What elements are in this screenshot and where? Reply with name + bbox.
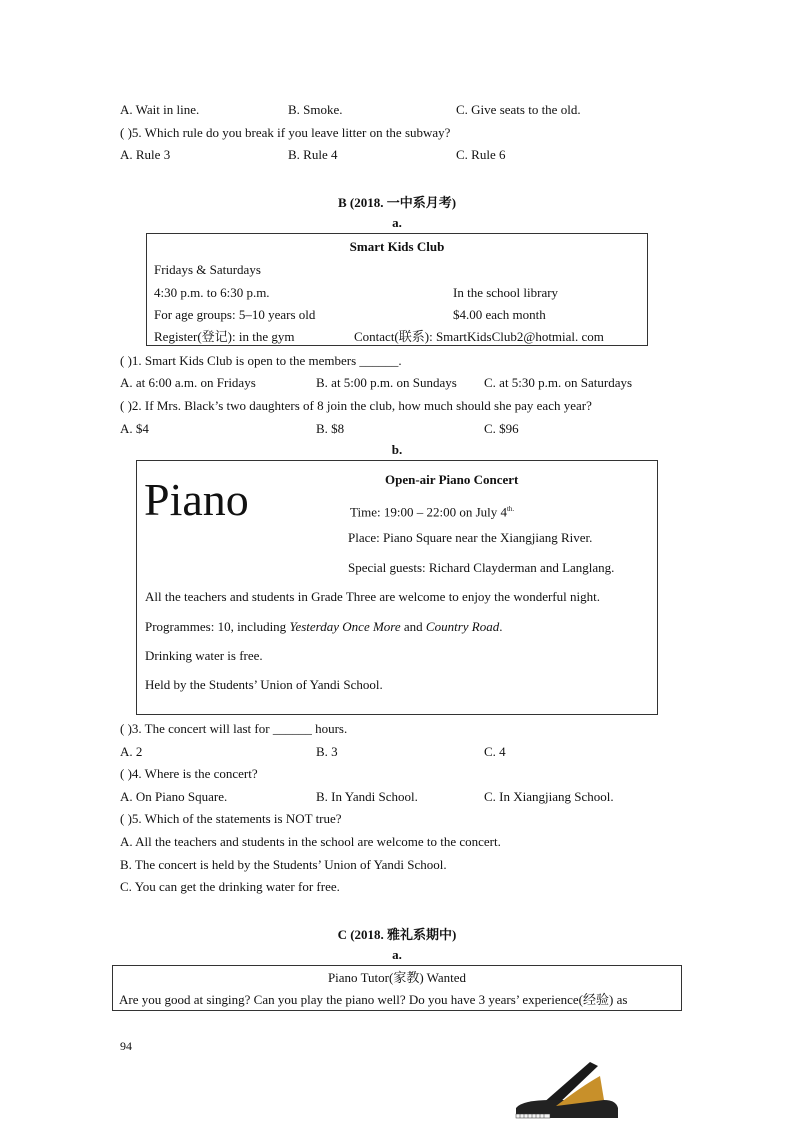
concert-held-by: Held by the Students’ Union of Yandi School. xyxy=(145,677,383,692)
option-c: C. Rule 6 xyxy=(456,147,506,162)
club-register: Register(登记): in the gym xyxy=(154,329,295,344)
option-a: A. 2 xyxy=(120,744,143,759)
club-place: In the school library xyxy=(453,285,559,300)
option-b: B. In Yandi School. xyxy=(316,789,418,804)
concert-programmes xyxy=(145,618,502,636)
b-q5-option-a: A. All the teachers and students in the school are welcome to the concert. xyxy=(120,834,501,849)
option-a: A. at 6:00 a.m. on Fridays xyxy=(120,375,256,390)
club-ages: For age groups: 5–10 years old xyxy=(154,307,316,322)
b-q5-option-b: B. The concert is held by the Students’ Union of Yandi School. xyxy=(120,857,447,872)
concert-time xyxy=(350,500,514,521)
club-days: Fridays & Saturdays xyxy=(154,262,261,277)
section-c-sub-a: a. xyxy=(392,947,402,962)
option-b: B. Smoke. xyxy=(288,102,343,117)
option-c: C. In Xiangjiang School. xyxy=(484,789,614,804)
option-a: A. Rule 3 xyxy=(120,147,171,162)
piano-big-word: Piano xyxy=(144,474,249,525)
b-q2-text: ( )2. If Mrs. Black’s two daughters of 8 join the club, how much should she pay each year? xyxy=(120,398,592,413)
concert-time-sup: th. xyxy=(506,505,515,513)
option-b: B. Rule 4 xyxy=(288,147,338,162)
option-b: B. $8 xyxy=(316,421,345,436)
club-title: Smart Kids Club xyxy=(349,239,445,254)
option-a: A. Wait in line. xyxy=(120,102,200,117)
page-number: 94 xyxy=(120,1039,132,1053)
option-c: C. Give seats to the old. xyxy=(456,102,581,117)
section-b-sub-b: b. xyxy=(391,442,403,457)
option-b: B. at 5:00 p.m. on Sundays xyxy=(316,375,457,390)
option-c: C. $96 xyxy=(484,421,519,436)
concert-time-text: Time: 19:00 – 22:00 on July 4 xyxy=(350,504,507,520)
b-q1-text: ( )1. Smart Kids Club is open to the members ______. xyxy=(120,353,402,368)
b-q5-option-c: C. You can get the drinking water for free. xyxy=(120,879,340,894)
programmes-and: and xyxy=(400,619,426,634)
song-title-1: Yesterday Once More xyxy=(289,619,401,634)
concert-poster-box xyxy=(136,460,658,715)
club-fee: $4.00 each month xyxy=(453,307,546,322)
section-b-heading: B (2018. 一中系月考) xyxy=(337,195,457,210)
club-contact: Contact(联系): SmartKidsClub2@hotmial. com xyxy=(354,329,604,344)
grand-piano-icon xyxy=(512,1056,622,1122)
section-b-sub-a: a. xyxy=(392,215,402,230)
b-q5-text: ( )5. Which of the statements is NOT true? xyxy=(120,811,342,826)
song-title-2: Country Road xyxy=(425,619,500,634)
top-q5-text: ( )5. Which rule do you break if you leave litter on the subway? xyxy=(120,125,451,140)
concert-guests: Special guests: Richard Clayderman and Langlang. xyxy=(348,560,615,575)
option-b: B. 3 xyxy=(316,744,338,759)
programmes-end: . xyxy=(499,619,503,634)
option-a: A. On Piano Square. xyxy=(120,789,228,804)
tutor-ad-box xyxy=(112,965,682,1011)
programmes-prefix: Programmes: 10, including xyxy=(145,619,290,634)
concert-place: Place: Piano Square near the Xiangjiang River. xyxy=(348,530,593,545)
tutor-ad-title: Piano Tutor(家教) Wanted xyxy=(327,970,467,985)
piano-keys xyxy=(516,1114,550,1118)
b-q4-text: ( )4. Where is the concert? xyxy=(120,766,258,781)
concert-title: Open-air Piano Concert xyxy=(385,472,519,487)
club-notice-box xyxy=(146,233,648,346)
option-c: C. at 5:30 p.m. on Saturdays xyxy=(484,375,633,390)
tutor-ad-line1: Are you good at singing? Can you play the piano well? Do you have 3 years’ experience(经验) as xyxy=(119,992,628,1007)
club-time: 4:30 p.m. to 6:30 p.m. xyxy=(154,285,270,300)
b-q3-text: ( )3. The concert will last for ______ hours. xyxy=(120,721,348,736)
option-a: A. $4 xyxy=(120,421,149,436)
concert-water: Drinking water is free. xyxy=(145,648,263,663)
option-c: C. 4 xyxy=(484,744,506,759)
concert-welcome: All the teachers and students in Grade Three are welcome to enjoy the wonderful night. xyxy=(145,589,600,604)
section-c-heading: C (2018. 雅礼系期中) xyxy=(337,927,457,942)
